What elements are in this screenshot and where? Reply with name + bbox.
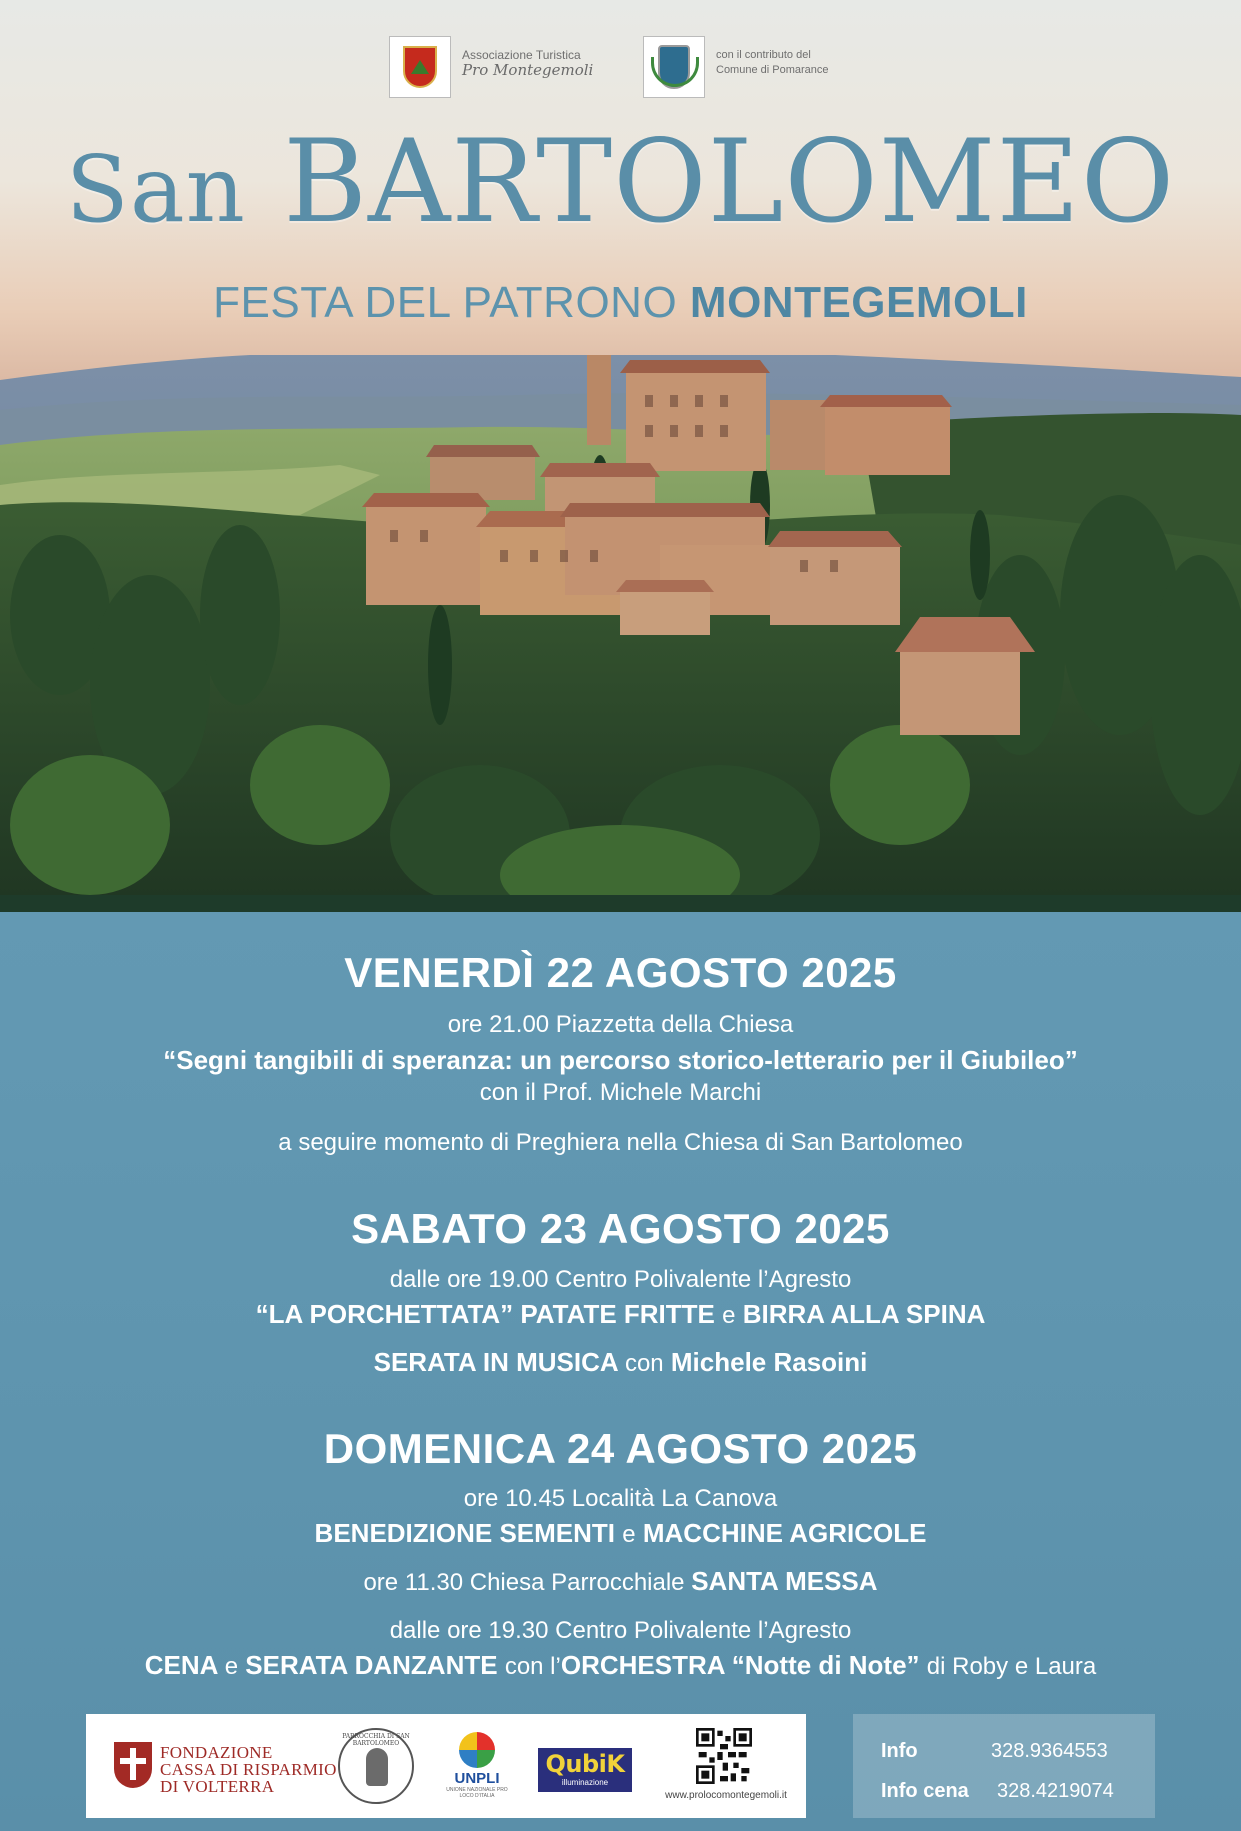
subtitle-regular: FESTA DEL PATRONO (213, 278, 678, 327)
qr-code-icon[interactable] (696, 1728, 752, 1784)
website-link[interactable]: www.prolocomontegemoli.it (665, 1790, 787, 1801)
saturday-food-and: e (722, 1302, 736, 1329)
saturday-music (0, 1346, 1241, 1380)
info-box (853, 1714, 1155, 1818)
saturday-food (0, 1298, 1241, 1332)
fondazione-label (160, 1744, 337, 1795)
village-landscape-image (0, 355, 1241, 915)
program-section (0, 912, 1241, 1831)
fondazione-crest-icon (114, 1742, 152, 1788)
sunday-bless-2: MACCHINE AGRICOLE (642, 1518, 927, 1548)
sunday-time-place-1: ore 10.45 Località La Canova (463, 1485, 778, 1512)
saturday-music-2: Michele Rasoini (670, 1347, 868, 1377)
sunday-dinner-and: e (224, 1653, 239, 1680)
unpli-sub: UNIONE NAZIONALE PRO LOCO D'ITALIA (446, 1787, 508, 1799)
info-row-2 (881, 1778, 1141, 1804)
comune-line2: Comune di Pomarance (716, 64, 829, 76)
comune-label (716, 48, 829, 78)
sunday-dinner-4: di Roby e Laura (926, 1653, 1097, 1680)
sunday-bless-1: BENEDIZIONE SEMENTI (314, 1518, 616, 1548)
saturday-day: SABATO 23 AGOSTO 2025 (351, 1205, 890, 1252)
main-title (0, 112, 1241, 260)
sunday-time-place-2: dalle ore 19.30 Centro Polivalente l’Agresto (389, 1617, 852, 1644)
pro-loco-line1: Associazione Turistica (462, 48, 581, 62)
qubik-sub: illuminazione (561, 1778, 609, 1787)
sunday-mass-bold: SANTA MESSA (691, 1566, 878, 1596)
unpli-name: UNPLI (454, 1770, 500, 1787)
pro-loco-crest-icon (389, 36, 451, 98)
pro-loco-label (462, 48, 593, 78)
title-bartolomeo: BARTOLOMEO (283, 115, 1176, 248)
friday-time-place: ore 21.00 Piazzetta della Chiesa (447, 1011, 794, 1038)
sunday-mass (0, 1566, 1241, 1598)
subtitle-bold: MONTEGEMOLI (689, 278, 1028, 327)
sunday-blessing (0, 1517, 1241, 1551)
info-row-1 (881, 1738, 1141, 1764)
friday-speaker: con il Prof. Michele Marchi (479, 1079, 762, 1106)
sunday-dinner-1: CENA (144, 1650, 218, 1680)
saturday-food-2: BIRRA ALLA SPINA (742, 1299, 986, 1329)
friday-day: VENERDÌ 22 AGOSTO 2025 (344, 949, 897, 996)
qubik-name: QubiK (545, 1750, 625, 1778)
fondazione-line2: CASSA DI RISPARMIO (160, 1760, 337, 1779)
sunday-dinner-3: ORCHESTRA “Notte di Note” (560, 1650, 920, 1680)
fondazione-line1: FONDAZIONE (160, 1743, 273, 1762)
saturday-music-with: con (624, 1350, 664, 1377)
sunday-dinner-2: SERATA DANZANTE (245, 1650, 498, 1680)
sunday-day: DOMENICA 24 AGOSTO 2025 (323, 1425, 918, 1472)
comune-crest-icon (643, 36, 705, 98)
title-san: San (65, 136, 246, 243)
saturday-music-1: SERATA IN MUSICA (373, 1347, 618, 1377)
saturday-food-1: “LA PORCHETTATA” PATATE FRITTE (255, 1299, 715, 1329)
info-cena-label: Info cena (881, 1780, 969, 1802)
friday-follow: a seguire momento di Preghiera nella Chiesa di San Bartolomeo (278, 1129, 963, 1156)
friday-talk-title: “Segni tangibili di speranza: un percorso storico-letterario per il Giubileo” (163, 1045, 1078, 1075)
info-cena-phone[interactable]: 328.4219074 (997, 1780, 1114, 1802)
sunday-dinner-with: con l’ (504, 1653, 561, 1680)
parrocchia-label: PARROCCHIA DI SAN BARTOLOMEO (342, 1733, 410, 1747)
info-phone[interactable]: 328.9364553 (991, 1740, 1108, 1762)
fondazione-line3: DI VOLTERRA (160, 1777, 275, 1796)
parrocchia-seal-icon (338, 1728, 414, 1804)
comune-line1: con il contributo del (716, 49, 811, 61)
unpli-logo (442, 1732, 512, 1804)
unpli-symbol-icon (459, 1732, 495, 1768)
subtitle (0, 276, 1241, 330)
sunday-bless-and: e (622, 1521, 636, 1548)
sunday-dinner (0, 1649, 1241, 1683)
pro-loco-line2: Pro Montegemoli (462, 61, 594, 79)
qubik-logo (538, 1748, 632, 1792)
saturday-time-place: dalle ore 19.00 Centro Polivalente l’Agresto (389, 1266, 852, 1293)
sponsors-bar (86, 1714, 806, 1818)
sunday-mass-info: ore 11.30 Chiesa Parrocchiale (363, 1569, 685, 1596)
info-label: Info (881, 1740, 918, 1762)
logos-row (0, 36, 1241, 102)
